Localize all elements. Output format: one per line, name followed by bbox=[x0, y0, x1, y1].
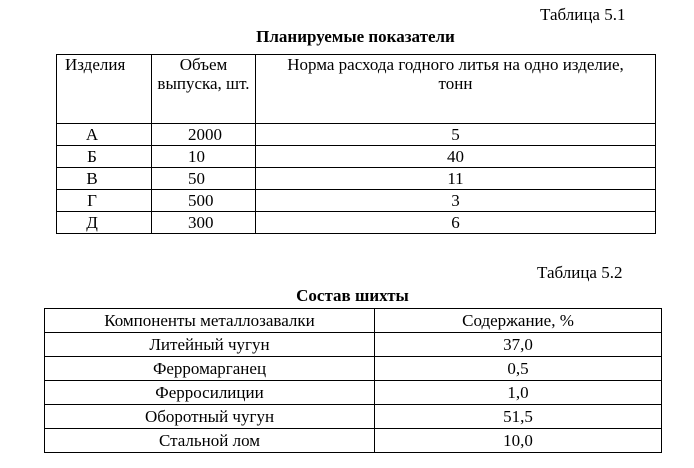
table-1-caption: Таблица 5.1 bbox=[540, 5, 626, 24]
table-row bbox=[45, 429, 662, 453]
table-row bbox=[57, 168, 656, 190]
table-row bbox=[57, 212, 656, 234]
cell-product: Б bbox=[57, 146, 152, 168]
table-1-title: Планируемые показатели bbox=[256, 27, 455, 46]
cell-volume: 2000 bbox=[152, 124, 256, 146]
table-header-row bbox=[57, 55, 656, 124]
table-row bbox=[45, 333, 662, 357]
header-consumption-norm: Норма расхода годного литья на одно изделие, тонн bbox=[256, 55, 656, 124]
cell-content: 1,0 bbox=[375, 381, 662, 405]
cell-volume: 500 bbox=[152, 190, 256, 212]
table-row bbox=[57, 190, 656, 212]
charge-composition-table bbox=[44, 308, 662, 453]
header-products: Изделия bbox=[57, 55, 152, 124]
cell-component: Ферросилиции bbox=[45, 381, 375, 405]
table-2-caption: Таблица 5.2 bbox=[537, 263, 623, 282]
cell-volume: 10 bbox=[152, 146, 256, 168]
cell-product: А bbox=[57, 124, 152, 146]
table-row bbox=[45, 405, 662, 429]
cell-component: Ферромарганец bbox=[45, 357, 375, 381]
cell-norm: 6 bbox=[256, 212, 656, 234]
cell-content: 10,0 bbox=[375, 429, 662, 453]
cell-norm: 5 bbox=[256, 124, 656, 146]
cell-content: 37,0 bbox=[375, 333, 662, 357]
cell-component: Литейный чугун bbox=[45, 333, 375, 357]
cell-volume: 50 bbox=[152, 168, 256, 190]
cell-content: 51,5 bbox=[375, 405, 662, 429]
cell-content: 0,5 bbox=[375, 357, 662, 381]
header-content-percent: Содержание, % bbox=[375, 309, 662, 333]
cell-product: Г bbox=[57, 190, 152, 212]
table-row bbox=[45, 357, 662, 381]
table-header-row bbox=[45, 309, 662, 333]
table-row bbox=[45, 381, 662, 405]
table-2-title: Состав шихты bbox=[296, 286, 409, 305]
cell-component: Стальной лом bbox=[45, 429, 375, 453]
cell-product: В bbox=[57, 168, 152, 190]
cell-component: Оборотный чугун bbox=[45, 405, 375, 429]
planned-indicators-table bbox=[56, 54, 656, 234]
cell-norm: 3 bbox=[256, 190, 656, 212]
table-row bbox=[57, 146, 656, 168]
header-components: Компоненты металлозавалки bbox=[45, 309, 375, 333]
cell-norm: 11 bbox=[256, 168, 656, 190]
cell-norm: 40 bbox=[256, 146, 656, 168]
cell-volume: 300 bbox=[152, 212, 256, 234]
cell-product: Д bbox=[57, 212, 152, 234]
header-output-volume: Объем выпуска, шт. bbox=[152, 55, 256, 124]
table-row bbox=[57, 124, 656, 146]
